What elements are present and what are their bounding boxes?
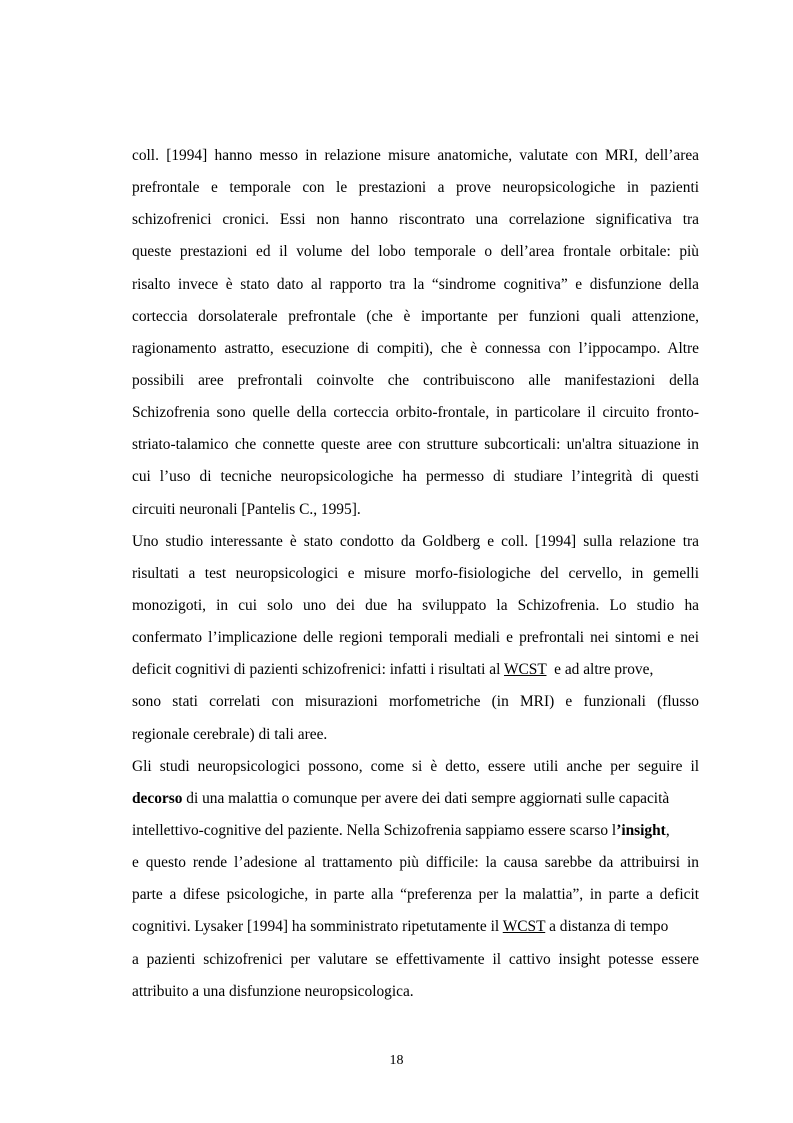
text-line: Uno studio interessante è stato condotto da Goldberg e coll. [1994] sulla relazione tra — [132, 532, 699, 550]
text-line: Schizofrenia sono quelle della corteccia orbito-frontale, in particolare il circuito fronto- — [132, 404, 699, 422]
text-line: attribuito a una disfunzione neuropsicologica. — [132, 982, 414, 1000]
text-line: queste prestazioni ed il volume del lobo temporale o dell’area frontale orbitale: più — [132, 243, 699, 261]
text-line: regionale cerebrale) di tali aree. — [132, 725, 328, 743]
text-line: risalto invece è stato dato al rapporto tra la “sindrome cognitiva” e disfunzione della — [132, 275, 699, 293]
wcst-term: WCST — [502, 918, 546, 936]
text-segment: e ad altre prove, — [546, 661, 654, 679]
text-line — [132, 783, 699, 815]
text-line: possibili aree prefrontali coinvolte che contribuiscono alle manifestazioni della — [132, 371, 699, 389]
text-segment: a distanza di tempo — [545, 918, 669, 936]
insight-term: ’insight — [616, 821, 666, 839]
text-line — [132, 815, 699, 847]
text-line: a pazienti schizofrenici per valutare se effettivamente il cattivo insight potesse essere — [132, 950, 699, 968]
text-line: Gli studi neuropsicologici possono, come si è detto, essere utili anche per seguire il — [132, 757, 699, 775]
paragraph-2 — [132, 526, 699, 751]
text-line — [132, 654, 699, 686]
text-line: parte a difese psicologiche, in parte alla “preferenza per la malattia”, in parte a deficit — [132, 886, 699, 904]
text-segment: intellettivo-cognitive del paziente. Nella Schizofrenia sappiamo essere scarso l — [132, 821, 617, 839]
text-line: sono stati correlati con misurazioni morfometriche (in MRI) e funzionali (flusso — [132, 693, 699, 711]
wcst-term: WCST — [503, 661, 547, 679]
decorso-term: decorso — [132, 789, 183, 807]
text-line: circuiti neuronali [Pantelis C., 1995]. — [132, 500, 361, 518]
text-line: risultati a test neuropsicologici e misure morfo-fisiologiche del cervello, in gemelli — [132, 564, 699, 582]
text-line: confermato l’implicazione delle regioni temporali mediali e prefrontali nei sintomi e nei — [132, 629, 699, 647]
body-text — [132, 140, 699, 1008]
text-segment: cognitivi. Lysaker [1994] ha somministrato ripetutamente il — [132, 918, 503, 936]
paragraph-3 — [132, 751, 699, 1008]
text-segment: , — [665, 821, 670, 839]
paragraph-1 — [132, 140, 699, 526]
text-line — [132, 911, 699, 943]
text-line: cui l’uso di tecniche neuropsicologiche ha permesso di studiare l’integrità di questi — [132, 468, 699, 486]
text-line: prefrontale e temporale con le prestazioni a prove neuropsicologiche in pazienti — [132, 179, 699, 197]
text-line: e questo rende l’adesione al trattamento più difficile: la causa sarebbe da attribuirsi in — [132, 854, 699, 872]
page-number: 18 — [389, 1053, 404, 1068]
text-segment: deficit cognitivi di pazienti schizofrenici: infatti i risultati al — [132, 661, 504, 679]
text-line: striato-talamico che connette queste aree con strutture subcorticali: un'altra situazione in — [132, 436, 699, 454]
text-line: coll. [1994] hanno messo in relazione misure anatomiche, valutate con MRI, dell’area — [132, 147, 699, 164]
text-line: ragionamento astratto, esecuzione di compiti), che è connessa con l’ippocampo. Altre — [132, 339, 699, 357]
text-line: corteccia dorsolaterale prefrontale (che è importante per funzioni quali attenzione, — [132, 307, 699, 325]
text-line: monozigoti, in cui solo uno dei due ha sviluppato la Schizofrenia. Lo studio ha — [132, 596, 699, 614]
text-segment: di una malattia o comunque per avere dei dati sempre aggiornati sulle capacità — [182, 789, 670, 807]
text-line: schizofrenici cronici. Essi non hanno riscontrato una correlazione significativa tra — [132, 211, 699, 229]
